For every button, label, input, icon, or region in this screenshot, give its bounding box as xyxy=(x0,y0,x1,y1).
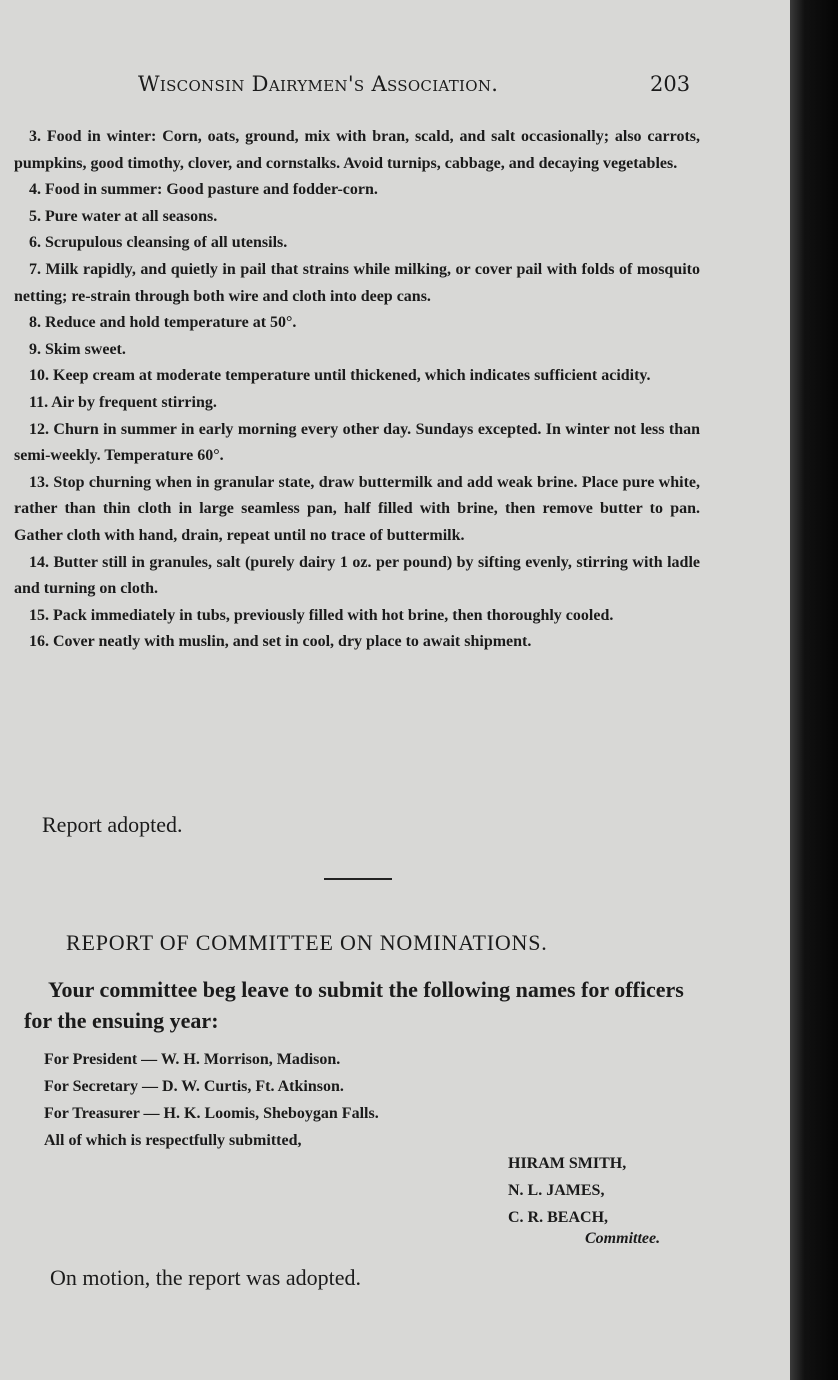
page-header xyxy=(0,72,790,104)
page-edge-shadow xyxy=(790,0,838,1380)
intro-paragraph: Your committee beg leave to submit the following names for officers for the ensuing year: xyxy=(24,977,684,1033)
list-item: 11. Air by frequent stirring. xyxy=(29,393,217,411)
list-item: 7. Milk rapidly, and quietly in pail that strains while milking, or cover pail with folds of mosquito netting; re-strain through both wire and cloth into deep cans. xyxy=(14,260,700,305)
officer-line: For Treasurer — H. K. Loomis, Sheboygan Falls. xyxy=(44,1105,379,1122)
list-item: 13. Stop churning when in granular state, draw buttermilk and add weak brine. Place pure white, rather than thin cloth in large seamless pan, half filled with brine, then remove butter to pan. Gather cloth with hand, drain, repeat until no trace of buttermilk. xyxy=(14,473,700,544)
officer-line: For President — W. H. Morrison, Madison. xyxy=(44,1051,341,1068)
list-item: 8. Reduce and hold temperature at 50°. xyxy=(29,314,297,332)
running-head: Wisconsin Dairymen's Association. xyxy=(138,72,499,96)
list-item: 12. Churn in summer in early morning every other day. Sundays excepted. In winter not less than semi-weekly. Temperature 60°. xyxy=(14,420,700,465)
list-item: 4. Food in summer: Good pasture and fodder-corn. xyxy=(29,181,378,199)
list-item: 6. Scrupulous cleansing of all utensils. xyxy=(29,234,288,252)
motion-text: On motion, the report was adopted. xyxy=(50,1265,361,1290)
committee-label: Committee. xyxy=(585,1230,661,1247)
section-title: REPORT OF COMMITTEE ON NOMINATIONS. xyxy=(66,930,548,955)
list-item: 10. Keep cream at moderate temperature until thickened, which indicates sufficient acidity. xyxy=(29,367,651,385)
submitted-line: All of which is respectfully submitted, xyxy=(44,1132,302,1149)
signer-name: C. R. BEACH, xyxy=(508,1209,609,1226)
signer-name: HIRAM SMITH, xyxy=(508,1155,627,1172)
page-number: 203 xyxy=(650,72,691,96)
list-item: 3. Food in winter: Corn, oats, ground, mix with bran, scald, and salt occasionally; also carrots, pumpkins, good timothy, clover, and cornstalks. Avoid turnips, cabbage, and decaying vegetables. xyxy=(14,128,700,172)
list-item: 14. Butter still in granules, salt (purely dairy 1 oz. per pound) by sifting evenly, stirring with ladle and turning on cloth. xyxy=(14,553,700,598)
signer-name: N. L. JAMES, xyxy=(508,1182,605,1199)
report-adopted-text: Report adopted. xyxy=(42,812,183,837)
signers-list xyxy=(508,1150,626,1231)
officers-list xyxy=(44,1046,379,1154)
list-item: 16. Cover neatly with muslin, and set in cool, dry place to await shipment. xyxy=(29,633,532,651)
section-divider xyxy=(324,878,392,880)
list-item: 5. Pure water at all seasons. xyxy=(29,207,218,225)
list-item: 9. Skim sweet. xyxy=(29,340,126,358)
numbered-list xyxy=(14,124,700,656)
list-item: 15. Pack immediately in tubs, previously filled with hot brine, then thoroughly cooled. xyxy=(29,606,614,624)
officer-line: For Secretary — D. W. Curtis, Ft. Atkinson. xyxy=(44,1078,344,1095)
